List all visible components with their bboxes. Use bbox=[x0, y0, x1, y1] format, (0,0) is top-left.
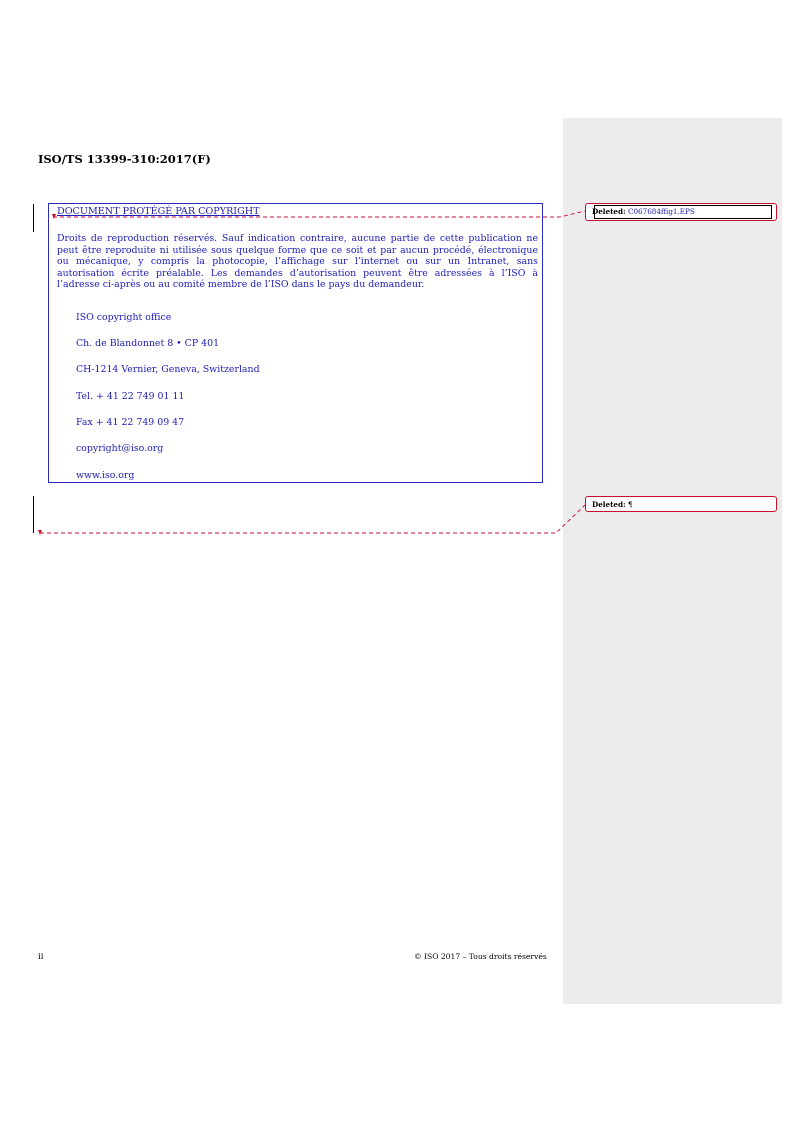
comment-text: ¶ bbox=[627, 500, 633, 509]
copyright-paragraph: Droits de reproduction réservés. Sauf indication contraire, aucune partie de cette publication ne peut être reproduite ni utilisée sous quelque forme que ce soit et par aucun procédé, électronique ou mécanique, y compris la photocopie, l’affichage sur l’internet ou sur un Intranet, sans autorisation écrite préalable. Les demandes d’autorisation peuvent être adressées à l’ISO à l’adresse ci-après ou au comité membre de l’ISO dans le pays du demandeur. bbox=[57, 233, 538, 291]
page-number: ii bbox=[38, 952, 44, 962]
contact-office: ISO copyright office bbox=[76, 312, 172, 323]
contact-fax: Fax + 41 22 749 09 47 bbox=[76, 417, 185, 428]
leader-anchor-marker bbox=[38, 530, 42, 535]
comment-text: C067684ffig1.EPS bbox=[627, 207, 695, 216]
document-identifier: ISO/TS 13399-310:2017(F) bbox=[38, 152, 211, 166]
comment-bubble-deleted-eps[interactable] bbox=[585, 203, 777, 221]
comment-bubble-deleted-pilcrow[interactable] bbox=[585, 496, 777, 512]
contact-city: CH-1214 Vernier, Geneva, Switzerland bbox=[76, 364, 260, 375]
contact-website[interactable]: www.iso.org bbox=[76, 470, 135, 481]
comment-label: Deleted: bbox=[592, 500, 626, 509]
contact-street: Ch. de Blandonnet 8 • CP 401 bbox=[76, 338, 220, 349]
comment-label: Deleted: bbox=[592, 207, 626, 216]
copyright-box-title: DOCUMENT PROTÉGÉ PAR COPYRIGHT bbox=[57, 206, 260, 217]
leader-line-deleted-pilcrow bbox=[40, 505, 585, 533]
leader-line-deleted-eps bbox=[53, 211, 585, 217]
contact-phone: Tel. + 41 22 749 01 11 bbox=[76, 391, 185, 402]
contact-email[interactable]: copyright@iso.org bbox=[76, 443, 164, 454]
leader-anchor-marker bbox=[52, 214, 56, 219]
footer-copyright: © ISO 2017 – Tous droits réservés bbox=[414, 952, 547, 961]
